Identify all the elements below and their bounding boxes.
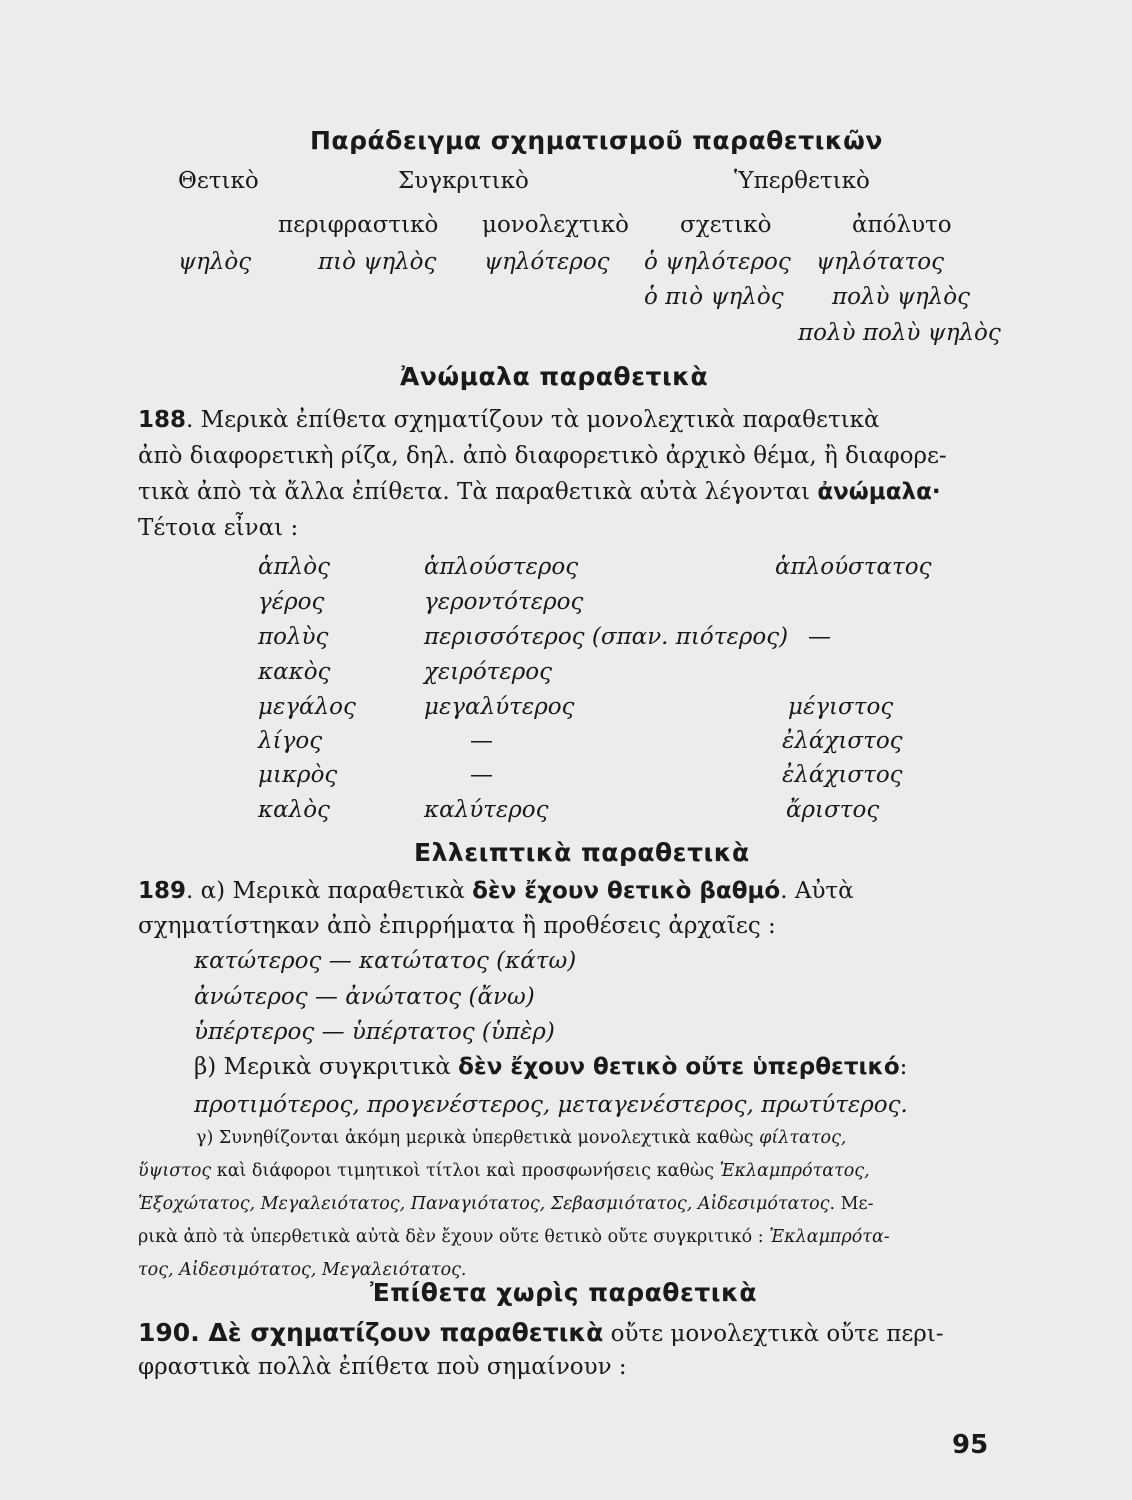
page-number: 95 <box>952 1430 989 1460</box>
paragraph-190-line1: 190. Δὲ σχηματίζουν παραθετικὰ οὔτε μονολεχτικὰ οὔτε περι- <box>138 1318 944 1347</box>
example-189-2: ἀνώτερος — ἀνώτατος (ἄνω) <box>194 984 535 1010</box>
irr-comp: μεγαλύτερος <box>424 694 575 720</box>
paragraph-number: 188 <box>138 407 187 433</box>
header-superlative: Ὑπερθετικὸ <box>734 168 870 194</box>
section-title-formation: Παράδειγμα σχηματισμοῦ παραθετικῶν <box>310 126 883 155</box>
paragraph-190-line2: φραστικὰ πολλὰ ἐπίθετα ποὺ σημαίνουν : <box>138 1354 627 1380</box>
example-relative: ὁ ψηλότερος <box>644 249 791 275</box>
paragraph-189-b: β) Μερικὰ συγκριτικὰ δὲν ἔχουν θετικὸ οὔτε ὑπερθετικό: <box>194 1054 908 1080</box>
example-189-3: ὑπέρτερος — ὑπέρτατος (ὑπὲρ) <box>194 1019 555 1045</box>
irr-sup: ἄριστος <box>786 797 880 823</box>
subheader-periphrastic: περιφραστικὸ <box>278 212 439 238</box>
header-comparative: Συγκριτικὸ <box>398 168 529 194</box>
example-absolute: ψηλότατος <box>816 249 944 275</box>
example-positive: ψηλὸς <box>178 249 252 275</box>
paragraph-189-line1: 189. α) Μερικὰ παραθετικὰ δὲν ἔχουν θετικὸ βαθμό. Αὐτὰ <box>138 878 854 904</box>
irr-pos: μεγάλος <box>258 694 356 720</box>
example-periphrastic: πιὸ ψηλὸς <box>318 249 437 275</box>
irr-comp: καλύτερος <box>424 797 549 823</box>
example-189-b: προτιμότερος, προγενέστερος, μεταγενέστερος, πρωτύτερος. <box>194 1092 908 1118</box>
paragraph-188: 188. Μερικὰ ἐπίθετα σχηματίζουν τὰ μονολεχτικὰ παραθετικὰ ἀπὸ διαφορετικὴ ρίζα, δηλ. ἀπὸ διαφορετικὸ ἀρχικὸ θέμα, ἢ διαφορε- τικὰ ἀπὸ τὰ ἄλλα ἐπίθετα. Τὰ παραθετικὰ αὐτὰ λέγονται ἀνώμαλα· Τέτοια εἶναι : <box>138 402 1000 546</box>
example-absolute-2: πολὺ ψηλὸς <box>832 284 970 310</box>
irr-comp: — <box>470 762 493 788</box>
irr-pos: μικρὸς <box>258 762 338 788</box>
irr-comp: χειρότερος <box>424 659 552 685</box>
irr-comp: — <box>470 728 493 754</box>
paragraph-189-c: γ) Συνηθίζονται ἀκόμη μερικὰ ὑπερθετικὰ μονολεχτικὰ καθὼς φίλτατος, ὕψιστος καὶ διάφοροι τιμητικοὶ τίτλοι καὶ προσφωνήσεις καθὼς Ἐκλαμπρότατος, Ἐξοχώτατος, Μεγαλειότατος, Παναγιότατος, Σεβασμιότατος, Αἰδεσιμότατος. Με- ρικὰ ἀπὸ τὰ ὑπερθετικὰ αὐτὰ δὲν ἔχουν οὔτε θετικὸ οὔτε συγκριτικό : Ἐκλαμπρότα- τος, Αἰδεσιμότατος, Μεγαλειότατος. <box>138 1128 890 1280</box>
paragraph-188-line4: Τέτοια εἶναι : <box>138 515 299 541</box>
irr-pos: λίγος <box>258 728 323 754</box>
section-title-irregular: Ἀνώμαλα παραθετικὰ <box>400 362 709 391</box>
example-monolectic: ψηλότερος <box>484 249 610 275</box>
irr-sup: ἐλάχιστος <box>782 762 903 788</box>
irr-pos: καλὸς <box>258 797 330 823</box>
irr-pos: κακὸς <box>258 659 331 685</box>
subheader-monolectic: μονολεχτικὸ <box>482 212 630 238</box>
irr-pos: πολὺς <box>258 624 329 650</box>
subheader-relative: σχετικὸ <box>680 212 772 238</box>
irr-comp: περισσότερος (σπαν. πιότερος) <box>424 624 789 650</box>
header-positive: Θετικὸ <box>178 168 259 194</box>
irr-pos: γέρος <box>258 589 325 615</box>
irr-sup: μέγιστος <box>788 694 894 720</box>
subheader-absolute: ἀπόλυτο <box>852 212 952 238</box>
example-189-1: κατώτερος — κατώτατος (κάτω) <box>194 948 577 974</box>
irr-sup: ἁπλούστατος <box>775 554 932 580</box>
paragraph-188-line2: ἀπὸ διαφορετικὴ ρίζα, δηλ. ἀπὸ διαφορετικὸ ἀρχικὸ θέμα, ἢ διαφορε- <box>138 443 947 469</box>
irr-pos: ἁπλὸς <box>258 554 330 580</box>
irr-sup: ἐλάχιστος <box>782 728 903 754</box>
irr-comp: ἁπλούστερος <box>424 554 579 580</box>
example-absolute-3: πολὺ πολὺ ψηλὸς <box>798 320 1001 346</box>
paragraph-189-line2: σχηματίστηκαν ἀπὸ ἐπιρρήματα ἢ προθέσεις ἀρχαῖες : <box>138 913 776 939</box>
section-title-defective: Ελλειπτικὰ παραθετικὰ <box>414 838 750 867</box>
irr-comp: γεροντότερος <box>424 589 584 615</box>
irr-sup: — <box>808 624 831 650</box>
section-title-no-comparison: Ἐπίθετα χωρὶς παραθετικὰ <box>370 1278 757 1307</box>
example-relative-2: ὁ πιὸ ψηλὸς <box>644 284 784 310</box>
